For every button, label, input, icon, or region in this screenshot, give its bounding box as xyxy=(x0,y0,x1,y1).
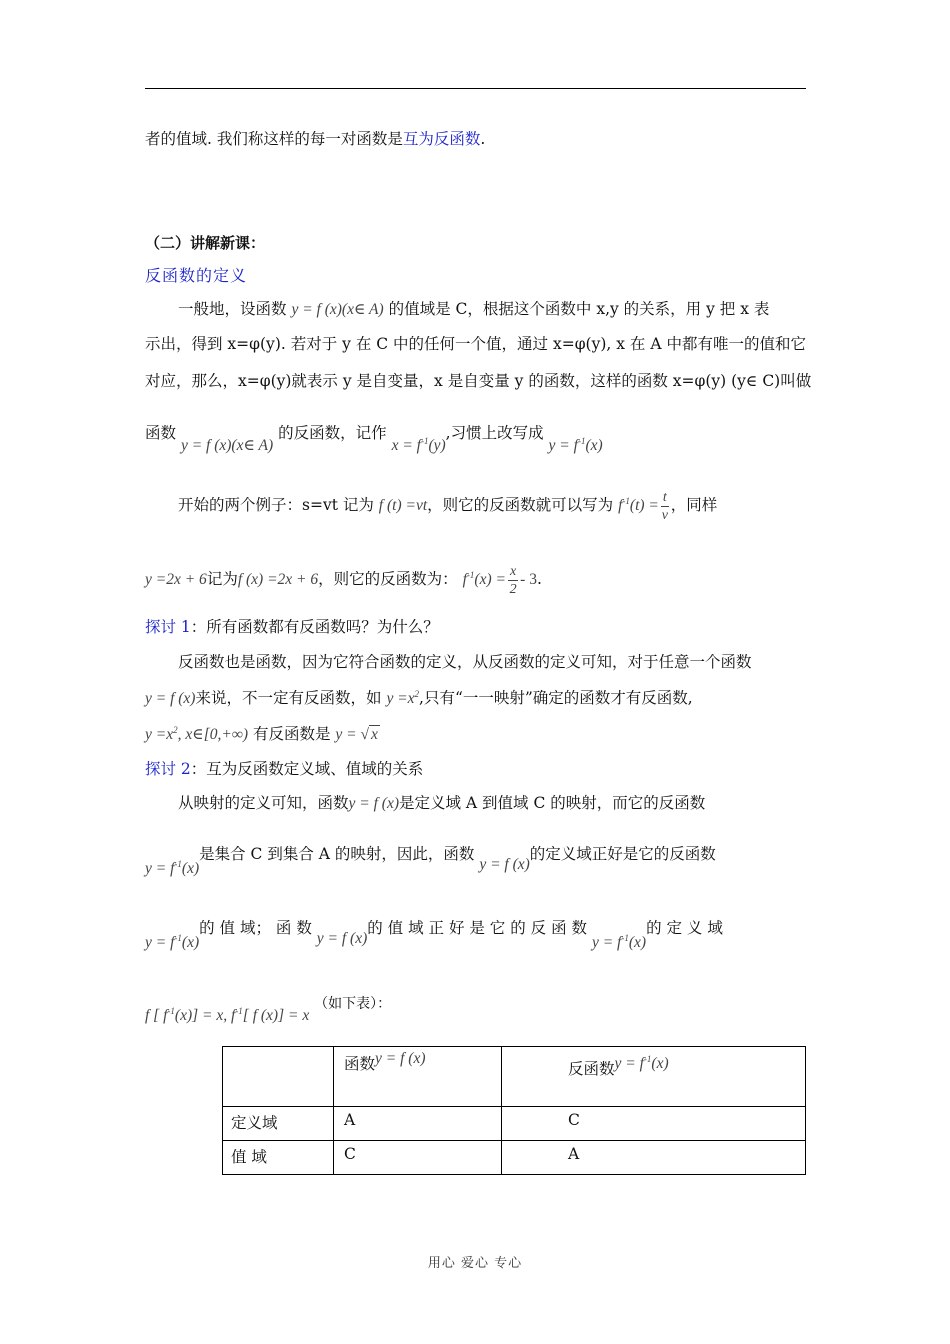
intro-line: 者的值域. 我们称这样的每一对函数是互为反函数. xyxy=(145,130,486,148)
composition-identity: f [ $f^{-1}(x)] = x$, $f^{-1}$[ f (x)] = x xyxy=(145,1005,310,1024)
definition-line-3: 对应，那么，x=φ(y)就表示 y 是自变量，x 是自变量 y 的函数，这样的函数 x=φ(y) (y∈ C)叫做 xyxy=(145,372,812,390)
math-inverse-notation: $x = f^{-1}(y)$ xyxy=(391,435,446,454)
header-rule xyxy=(145,88,806,89)
domain-range-table xyxy=(222,1046,806,1175)
section-heading: （二）讲解新课： xyxy=(145,234,266,252)
discussion-2-line-2: $y = f^{-1}(x)$是集合 C 到集合 A 的映射，因此，函数 y = f (x)的定义域正好是它的反函数 xyxy=(145,845,716,877)
math-inverse-rewrite: $y = f^{-1}(x)$ xyxy=(548,435,603,454)
example-line-1: 开始的两个例子：s=vt 记为 f (t) =vt，则它的反函数就可以写为 $f^{-1}(t)$ = $\frac{t}{v}$ ，同样 xyxy=(178,489,718,523)
definition-title: 反函数的定义 xyxy=(145,266,248,285)
discussion-1-line-3: $y =x^2$, x∈[0,+∞) 有反函数是 y = √ x xyxy=(145,724,378,743)
discussion-2: 探讨 2：互为反函数定义域、值域的关系 xyxy=(145,760,424,778)
definition-line-2: 示出，得到 x=φ(y). 若对于 y 在 C 中的任何一个值，通过 x=φ(y), x 在 A 中都有唯一的值和它 xyxy=(145,335,806,353)
definition-line-4: 函数 y = f (x)(x∈ A) 的反函数，记作 $x = f^{-1}(y)$,习惯上改写成 $y = f^{-1}(x)$ xyxy=(145,424,603,454)
example-line-2: y =2x + 6记为f (x) =2x + 6，则它的反函数为： $f^{-1}(x)$ = $\frac{x}{2}$ - 3. xyxy=(145,563,542,597)
fraction-t-over-v: $\frac{t}{v}$ xyxy=(661,489,668,523)
table-row: 值 域 C A xyxy=(223,1141,806,1175)
math-function: y = f (x)(x∈ A) xyxy=(180,437,274,454)
discussion-1-line-1: 反函数也是函数，因为它符合函数的定义，从反函数的定义可知，对于任意一个函数 xyxy=(178,653,752,671)
fraction-x-over-2: $\frac{x}{2}$ xyxy=(509,563,517,597)
table-header-row: 函数y = f (x) 反函数$y = f^{-1}(x)$ xyxy=(223,1047,806,1107)
discussion-2-line-3: $y = f^{-1}(x)$的 值 域； 函 数 y = f (x)的 值 域 正 好 是 它 的 反 函 数 $y = f^{-1}(x)$的 定 义 域 xyxy=(145,919,723,951)
intro-text: 者的值域. 我们称这样的每一对函数是 xyxy=(145,130,403,148)
discussion-1-line-2: y = f (x)来说，不一定有反函数，如 $y =x^2$,只有“一一映射”确定的函数才有反函数, xyxy=(145,688,693,707)
discussion-1: 探讨 1：所有函数都有反函数吗？为什么？ xyxy=(145,618,439,636)
page-footer: 用心 爱心 专心 xyxy=(427,1256,523,1271)
inverse-function-link[interactable]: 互为反函数 xyxy=(402,130,481,148)
math-function: y = f (x)(x∈ A) xyxy=(291,301,384,318)
discussion-2-line-4: f [ $f^{-1}(x)] = x$, $f^{-1}$[ f (x)] = x （如下表）： xyxy=(145,996,392,1024)
table-row: 定义域 A C xyxy=(223,1107,806,1141)
discussion-2-line-1: 从映射的定义可知，函数y = f (x)是定义域 A 到值域 C 的映射，而它的反函数 xyxy=(178,794,706,812)
sqrt-expression: y = √ x xyxy=(335,726,378,743)
definition-line-1: 一般地，设函数 y = f (x)(x∈ A) 的值域是 C，根据这个函数中 x,y 的关系，用 y 把 x 表 xyxy=(178,300,770,318)
